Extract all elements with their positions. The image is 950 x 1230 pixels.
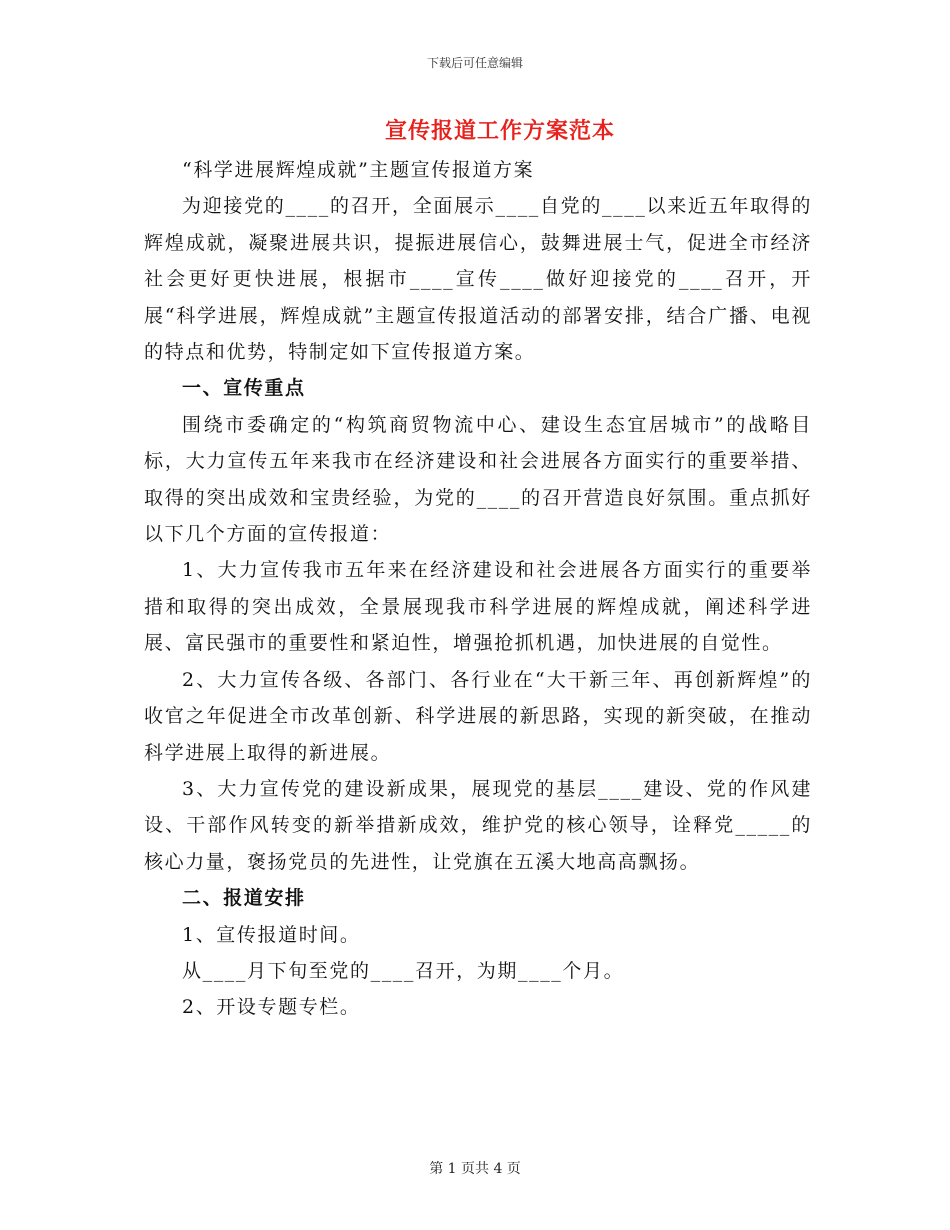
subsection-reporting-time: 1、宣传报道时间。 <box>182 923 361 946</box>
list-item-2: 2、大力宣传各级、各部门、各行业在“大干新三年、再创新辉煌”的收官之年促进全市改革创新、科学进展的新思路，实现的新突破，在推动科学进展上取得的新进展。 <box>144 668 812 764</box>
subsection-reporting-time-body: 从____月下旬至党的____召开，为期____个月。 <box>182 959 625 982</box>
header-note: 下载后可任意编辑 <box>426 56 523 70</box>
subsection-special-column: 2、开设专题专栏。 <box>182 996 361 1019</box>
list-item-3: 3、大力宣传党的建设新成果，展现党的基层____建设、党的作风建设、干部作风转变的新举措新成效，维护党的核心领导，诠释党_____的核心力量，褒扬党员的先进性，让党旗在五溪大地高高飘扬。 <box>144 777 812 873</box>
page-number-footer: 第 1 页共 4 页 <box>429 1161 521 1177</box>
intro-paragraph: 为迎接党的____的召开，全面展示____自党的____以来近五年取得的辉煌成就，凝聚进展共识，提振进展信心，鼓舞进展士气，促进全市经济社会更好更快进展，根据市____宣传____做好迎接党的____召开，开展“科学进展，辉煌成就”主题宣传报道活动的部署安排，结合广播、电视的特点和优势，特制定如下宣传报道方案。 <box>144 195 812 364</box>
list-item-1: 1、大力宣传我市五年来在经济建设和社会进展各方面实行的重要举措和取得的突出成效，全景展现我市科学进展的辉煌成就，阐述科学进展、富民强市的重要性和紧迫性，增强抢抓机遇，加快进展的自觉性。 <box>144 559 812 655</box>
document-subtitle: “科学进展辉煌成就”主题宣传报道方案 <box>182 159 535 181</box>
document-body <box>144 152 812 1026</box>
section-heading-publicity-focus: 一、宣传重点 <box>182 377 306 400</box>
section-body-publicity-focus: 围绕市委确定的“构筑商贸物流中心、建设生态宜居城市”的战略目标，大力宣传五年来我市在经济建设和社会进展各方面实行的重要举措、取得的突出成效和宝贵经验，为党的____的召开营造良好氛围。重点抓好以下几个方面的宣传报道： <box>144 413 812 546</box>
section-heading-reporting-plan: 二、报道安排 <box>182 887 306 910</box>
document-title: 宣传报道工作方案范本 <box>384 118 615 144</box>
